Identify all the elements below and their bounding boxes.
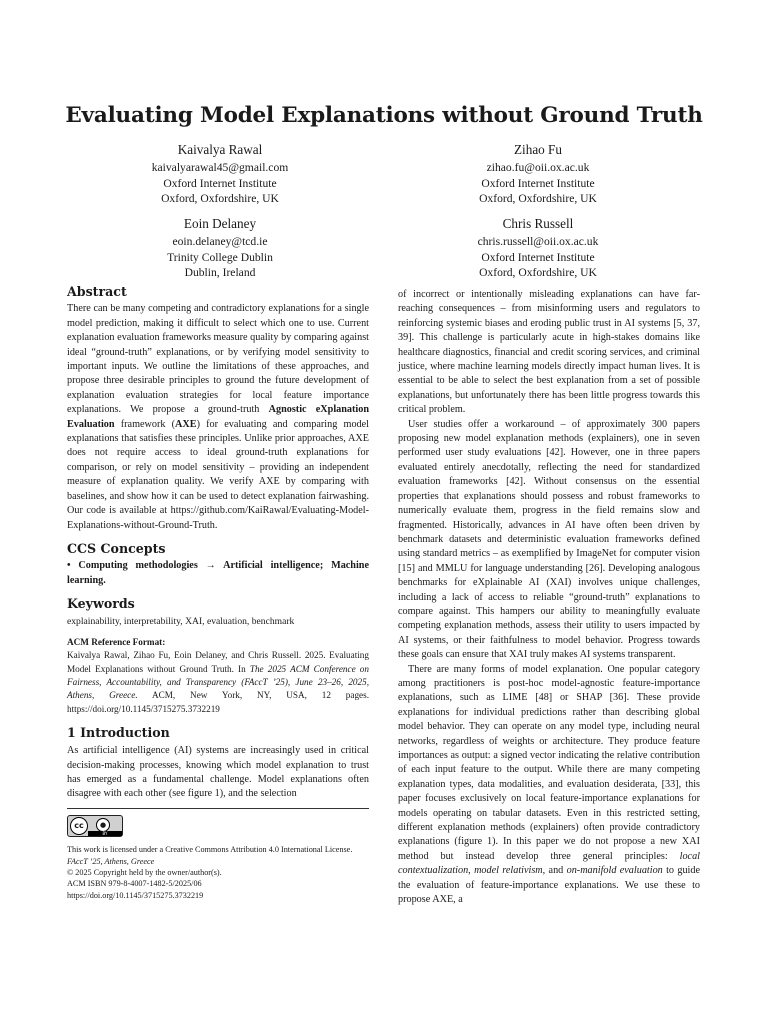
author-email[interactable]: eoin.delaney@tcd.ie — [172, 235, 268, 248]
introduction-text: As artificial intelligence (AI) systems are increasingly used in critical decision-making processes, knowing which model explanation to trust has emerged as a fundamental challenge. Model explanations often disagree with each other (see figure 1), and the selection — [67, 745, 369, 800]
author-email[interactable]: zihao.fu@oii.ox.ac.uk — [486, 161, 590, 174]
author-name: Zihao Fu — [514, 142, 562, 157]
author-affiliation: Oxford Internet Institute — [163, 176, 277, 190]
author-affiliation: Oxford Internet Institute — [481, 250, 595, 264]
keywords-heading: Keywords — [67, 596, 135, 612]
author-name: Kaivalya Rawal — [177, 142, 263, 157]
paragraph: There are many forms of model explanation. One popular category among practitioners is post-hoc model-agnostic feature-importance explanations, such as LIME [48] or SHAP [36]. These provide explanations for individual predictions rather than describing global model behavior. They can operate on any model type, including neural networks, regardless of weights or architecture. They produce feature importances as output: a signed vector indicating the relative contribution of each input feature to the output. While there are many competing explanation types, data modalities, and evaluation desiderata, [33], this paper focuses exclusively on local feature-importance explanations for models operating on tabular datasets. Even in this restricted setting, different explanation methods (explainers) often provide contradictory explanations (figure 1). In this paper we do not propose a new XAI method but instead develop three general principles: local contextualization, model relativism, and on-manifold evaluation to guide the evaluation of feature-importance explanations. We use these to propose AXE, a — [398, 663, 701, 906]
paper-title: Evaluating Model Explanations without Ground Truth — [65, 103, 703, 128]
author-block — [70, 214, 370, 281]
attribution-person-icon: ● — [96, 818, 110, 832]
author-affiliation: Trinity College Dublin — [167, 250, 273, 264]
author-name: Chris Russell — [502, 216, 574, 231]
author-location: Oxford, Oxfordshire, UK — [479, 266, 597, 279]
license-footer — [67, 844, 369, 901]
author-block — [388, 140, 688, 207]
author-affiliation: Oxford Internet Institute — [481, 176, 595, 190]
acm-reference-text: Kaivalya Rawal, Zihao Fu, Eoin Delaney, and Chris Russell. 2025. Evaluating Model Explanations without Ground Truth. In The 2025 ACM Conference on Fairness, Accountability, and Transparency (FAccT ’25), June 23–26, 2025, Athens, Greece. ACM, New York, NY, USA, 12 pages. https://doi.org/10.1145/3715275.3732219 — [67, 650, 370, 714]
author-block — [70, 140, 370, 207]
paragraph: User studies offer a workaround – of approximately 300 papers proposing new model explanation methods (explainers), one in seven performed user study evaluations [42]. However, one in three papers evaluated entirely anecdotally, reflecting the need for standardized evaluation frameworks [42]. Without consensus on the essential properties that explanations should possess and robust frameworks to numerically evaluate them, progress in the field remains slow and fragmented. Historically, advances in AI have often been driven by benchmark datasets and deterministic evaluation frameworks defined using standard metrics – as exemplified by ImageNet for computer vision [15] and MMLU for language understanding [26]. Developing analogous benchmarks for eXplainable AI (XAI) involves unique challenges, including a lack of access to reliable “ground-truth” explanations to compare against. This hampers our ability to meaningfully evaluate competing explanation methods, assess their utility to users impacted by AI systems, or their faithfulness to model behavior. Progress towards these goals can ensure that XAI truly makes AI systems transparent. — [398, 418, 700, 661]
introduction-heading: 1 Introduction — [67, 724, 170, 740]
acm-reference-heading: ACM Reference Format: — [67, 636, 166, 647]
ccs-text: • Computing methodologies → Artificial intelligence; Machine learning. — [67, 560, 369, 586]
left-column — [67, 285, 369, 901]
footnote-divider — [67, 808, 369, 809]
isbn-text: ACM ISBN 979-8-4007-1482-5/2025/06 — [67, 879, 202, 889]
by-label: BY — [88, 831, 122, 836]
right-column — [398, 288, 700, 907]
doi-link[interactable]: https://doi.org/10.1145/3715275.3732219 — [67, 890, 204, 900]
ccs-heading: CCS Concepts — [67, 540, 166, 556]
paragraph: of incorrect or intentionally misleading explanations can have far-reaching consequences – from misinforming users and regulators to reinforcing systemic biases and eroding public trust in AI systems [5, 37, 39]. This challenge is particularly acute in high-stakes domains like healthcare diagnostics, financial and credit scoring services, and criminal justice, where machine learning models directly impact human lives. It is essential to be able to select the best explanation from a set of possible explanations, but unfortunately there has been little progress towards this critical problem. — [398, 289, 700, 416]
creative-commons-badge[interactable] — [67, 815, 123, 837]
author-location: Oxford, Oxfordshire, UK — [479, 192, 597, 205]
copyright-text: © 2025 Copyright held by the owner/author(s). — [67, 868, 222, 878]
venue-text: FAccT ’25, Athens, Greece — [67, 856, 155, 866]
abstract-heading: Abstract — [67, 284, 127, 299]
author-block — [388, 214, 688, 281]
abstract-text: There can be many competing and contradictory explanations for a single model prediction, making it difficult to select which one to use. Current explanation evaluation frameworks measure quality by comparing against ideal “ground-truth” explanations, or by verifying model sensitivity to important inputs. We outline the limitations of these approaches, and propose three desirable principles to ground the future development of explanation evaluation strategies for local feature importance explanations. We propose a ground-truth Agnostic eXplanation Evaluation framework (AXE) for evaluating and comparing model explanations that satisfies these principles. Unlike prior approaches, AXE does not require access to ideal ground-truth explanations for comparison, or rely on model sensitivity – providing an independent measure of explanation quality. We verify AXE by comparing with baselines, and show how it can be used to detect explanation fairwashing. Our code is available at https://github.com/KaiRawal/Evaluating-Model-Explanations-without-Ground-Truth. — [67, 303, 369, 531]
author-email[interactable]: chris.russell@oii.ox.ac.uk — [477, 235, 599, 248]
author-location: Dublin, Ireland — [184, 266, 256, 279]
author-name: Eoin Delaney — [183, 216, 257, 231]
keywords-text: explainability, interpretability, XAI, evaluation, benchmark — [67, 615, 295, 627]
author-location: Oxford, Oxfordshire, UK — [161, 192, 279, 205]
cc-icon: cc — [70, 817, 88, 835]
author-email[interactable]: kaivalyarawal45@gmail.com — [151, 161, 289, 174]
license-text: This work is licensed under a Creative Commons Attribution 4.0 International License. — [67, 845, 353, 855]
